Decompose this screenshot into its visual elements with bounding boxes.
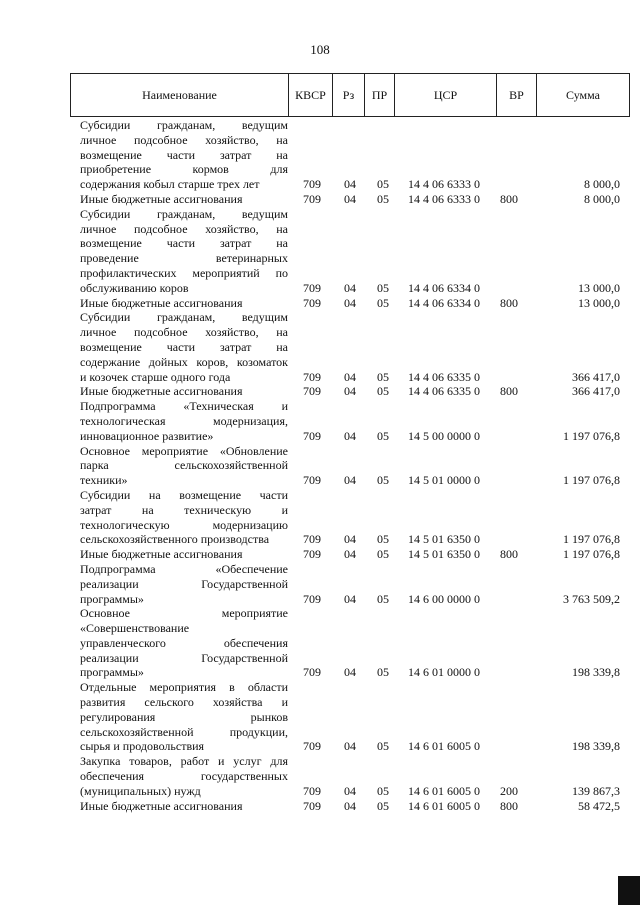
table-row: [80, 562, 630, 606]
row-sum: 366 417,0: [572, 369, 620, 384]
row-pr: 05: [377, 369, 389, 384]
row-name-line: регулирования рынков: [80, 709, 288, 724]
row-name: [80, 799, 288, 814]
row-kvsr: 709: [303, 591, 321, 606]
table-body: [80, 118, 630, 813]
header-csr: ЦСР: [395, 74, 497, 116]
row-name-line: технологическую модернизацию: [80, 517, 288, 532]
table-row: [80, 192, 630, 207]
row-name-line: программы»: [80, 591, 144, 606]
row-kvsr: 709: [303, 665, 321, 680]
table-row: [80, 444, 630, 488]
row-csr: 14 6 01 6005 0: [408, 739, 480, 754]
row-rz: 04: [344, 295, 356, 310]
row-csr: 14 4 06 6333 0: [408, 177, 480, 192]
row-sum: 198 339,8: [572, 739, 620, 754]
table-row: [80, 310, 630, 384]
row-rz: 04: [344, 384, 356, 399]
row-name-line: инновационное развитие»: [80, 428, 214, 443]
row-name: [80, 562, 288, 606]
row-csr: 14 5 01 6350 0: [408, 547, 480, 562]
row-sum: 139 867,3: [572, 783, 620, 798]
row-name-line: реализации Государственной: [80, 650, 288, 665]
row-name-line: Закупка товаров, работ и услуг для: [80, 754, 288, 769]
row-name-line: личное подсобное хозяйство, на: [80, 221, 288, 236]
row-name-line: техники»: [80, 473, 128, 488]
row-name-line: обслуживанию коров: [80, 280, 189, 295]
row-name-line: Иные бюджетные ассигнования: [80, 295, 243, 310]
row-name-line: приобретение кормов для: [80, 162, 288, 177]
row-name: [80, 207, 288, 296]
row-name-line: Субсидии гражданам, ведущим: [80, 118, 288, 132]
row-pr: 05: [377, 739, 389, 754]
row-name: [80, 310, 288, 384]
row-rz: 04: [344, 473, 356, 488]
row-name-line: управленческого обеспечения: [80, 635, 288, 650]
row-vr: 800: [500, 798, 518, 813]
row-name-line: Субсидии гражданам, ведущим: [80, 310, 288, 325]
row-name-line: сельскохозяйственного производства: [80, 532, 270, 547]
row-sum: 13 000,0: [578, 280, 620, 295]
row-name-line: проведение ветеринарных: [80, 251, 288, 266]
row-name-line: «Совершенствование: [80, 621, 190, 636]
row-csr: 14 5 01 6350 0: [408, 532, 480, 547]
table-row: [80, 296, 630, 311]
table-row: [80, 547, 630, 562]
row-csr: 14 6 00 0000 0: [408, 591, 480, 606]
row-name-line: Субсидии на возмещение части: [80, 487, 288, 502]
row-name-line: возмещение части затрат на: [80, 147, 288, 162]
row-rz: 04: [344, 532, 356, 547]
row-sum: 3 763 509,2: [563, 591, 620, 606]
row-csr: 14 4 06 6335 0: [408, 384, 480, 399]
row-name-line: затрат на техническую и: [80, 502, 288, 517]
row-kvsr: 709: [303, 798, 321, 813]
row-name-line: программы»: [80, 665, 144, 680]
row-kvsr: 709: [303, 547, 321, 562]
row-csr: 14 5 00 0000 0: [408, 428, 480, 443]
row-sum: 366 417,0: [572, 384, 620, 399]
row-rz: 04: [344, 428, 356, 443]
row-name-line: Основное мероприятие: [80, 606, 288, 621]
table-row: [80, 399, 630, 443]
row-sum: 1 197 076,8: [563, 428, 620, 443]
row-name: [80, 399, 288, 443]
header-sum: Сумма: [566, 88, 600, 102]
row-kvsr: 709: [303, 280, 321, 295]
row-kvsr: 709: [303, 783, 321, 798]
row-pr: 05: [377, 798, 389, 813]
row-name-line: содержание дойных коров, козоматок: [80, 354, 288, 369]
row-name-line: возмещение части затрат на: [80, 339, 288, 354]
row-kvsr: 709: [303, 191, 321, 206]
row-name-line: Подпрограмма «Техническая и: [80, 399, 288, 414]
row-name-line: личное подсобное хозяйство, на: [80, 132, 288, 147]
scan-edge-mark: [618, 876, 640, 905]
table-row: [80, 207, 630, 296]
row-vr: 200: [500, 783, 518, 798]
table-row: [80, 799, 630, 814]
row-csr: 14 6 01 6005 0: [408, 783, 480, 798]
header-rz: Рз: [333, 74, 365, 116]
row-pr: 05: [377, 473, 389, 488]
row-name: [80, 444, 288, 488]
row-name-line: Отдельные мероприятия в области: [80, 680, 288, 695]
row-vr: 800: [500, 191, 518, 206]
row-pr: 05: [377, 428, 389, 443]
row-sum: 8 000,0: [584, 191, 620, 206]
row-name-line: Подпрограмма «Обеспечение: [80, 561, 288, 576]
row-pr: 05: [377, 591, 389, 606]
row-sum: 1 197 076,8: [563, 547, 620, 562]
row-name: [80, 192, 288, 207]
row-sum: 13 000,0: [578, 295, 620, 310]
row-name-line: Субсидии гражданам, ведущим: [80, 206, 288, 221]
row-name: [80, 754, 288, 798]
row-csr: 14 4 06 6334 0: [408, 280, 480, 295]
row-vr: 800: [500, 295, 518, 310]
row-pr: 05: [377, 532, 389, 547]
table-row: [80, 680, 630, 754]
row-name: [80, 118, 288, 192]
row-kvsr: 709: [303, 177, 321, 192]
row-csr: 14 4 06 6333 0: [408, 191, 480, 206]
row-name-line: парка сельскохозяйственной: [80, 458, 288, 473]
header-pr: ПР: [365, 74, 395, 116]
row-name-line: обеспечения государственных: [80, 769, 288, 784]
row-pr: 05: [377, 295, 389, 310]
row-kvsr: 709: [303, 295, 321, 310]
row-name: [80, 606, 288, 680]
page-number: 108: [310, 42, 330, 57]
row-sum: 198 339,8: [572, 665, 620, 680]
row-vr: 800: [500, 547, 518, 562]
row-kvsr: 709: [303, 428, 321, 443]
row-name-line: Иные бюджетные ассигнования: [80, 191, 243, 206]
row-name-line: Иные бюджетные ассигнования: [80, 798, 243, 813]
table-row: [80, 384, 630, 399]
table-row: [80, 606, 630, 680]
row-rz: 04: [344, 591, 356, 606]
header-vr: ВР: [497, 74, 537, 116]
row-rz: 04: [344, 798, 356, 813]
row-name: [80, 488, 288, 547]
header-name: Наименование: [71, 74, 289, 116]
row-name: [80, 296, 288, 311]
row-kvsr: 709: [303, 739, 321, 754]
row-csr: 14 4 06 6335 0: [408, 369, 480, 384]
row-sum: 1 197 076,8: [563, 532, 620, 547]
row-name-line: личное подсобное хозяйство, на: [80, 325, 288, 340]
row-rz: 04: [344, 739, 356, 754]
row-pr: 05: [377, 384, 389, 399]
row-pr: 05: [377, 547, 389, 562]
row-name-line: и козочек старше одного года: [80, 369, 231, 384]
row-rz: 04: [344, 665, 356, 680]
row-csr: 14 4 06 6334 0: [408, 295, 480, 310]
row-name-line: Иные бюджетные ассигнования: [80, 547, 243, 562]
row-name-line: содержания кобыл старше трех лет: [80, 177, 260, 192]
row-rz: 04: [344, 547, 356, 562]
row-name-line: профилактических мероприятий по: [80, 265, 288, 280]
row-kvsr: 709: [303, 369, 321, 384]
row-name-line: сырья и продовольствия: [80, 739, 205, 754]
header-kvsr: КВСР: [289, 74, 333, 116]
table-row: [80, 488, 630, 547]
row-pr: 05: [377, 665, 389, 680]
row-name-line: Иные бюджетные ассигнования: [80, 384, 243, 399]
row-rz: 04: [344, 783, 356, 798]
row-name-line: (муниципальных) нужд: [80, 783, 201, 798]
row-name-line: развития сельского хозяйства и: [80, 695, 288, 710]
row-kvsr: 709: [303, 532, 321, 547]
row-pr: 05: [377, 280, 389, 295]
row-kvsr: 709: [303, 384, 321, 399]
row-rz: 04: [344, 369, 356, 384]
row-name-line: Основное мероприятие «Обновление: [80, 443, 288, 458]
row-csr: 14 6 01 0000 0: [408, 665, 480, 680]
table-row: [80, 118, 630, 192]
row-vr: 800: [500, 384, 518, 399]
row-kvsr: 709: [303, 473, 321, 488]
row-rz: 04: [344, 280, 356, 295]
row-pr: 05: [377, 177, 389, 192]
row-pr: 05: [377, 191, 389, 206]
row-sum: 58 472,5: [578, 798, 620, 813]
row-name-line: возмещение части затрат на: [80, 236, 288, 251]
row-csr: 14 5 01 0000 0: [408, 473, 480, 488]
row-sum: 1 197 076,8: [563, 473, 620, 488]
row-name: [80, 680, 288, 754]
row-name: [80, 547, 288, 562]
row-name-line: технологическая модернизация,: [80, 413, 288, 428]
row-csr: 14 6 01 6005 0: [408, 798, 480, 813]
table-header: [70, 73, 630, 117]
row-name-line: реализации Государственной: [80, 576, 288, 591]
row-rz: 04: [344, 191, 356, 206]
row-name-line: сельскохозяйственной продукции,: [80, 724, 288, 739]
table-row: [80, 754, 630, 798]
row-sum: 8 000,0: [584, 177, 620, 192]
row-name: [80, 384, 288, 399]
row-rz: 04: [344, 177, 356, 192]
row-pr: 05: [377, 783, 389, 798]
